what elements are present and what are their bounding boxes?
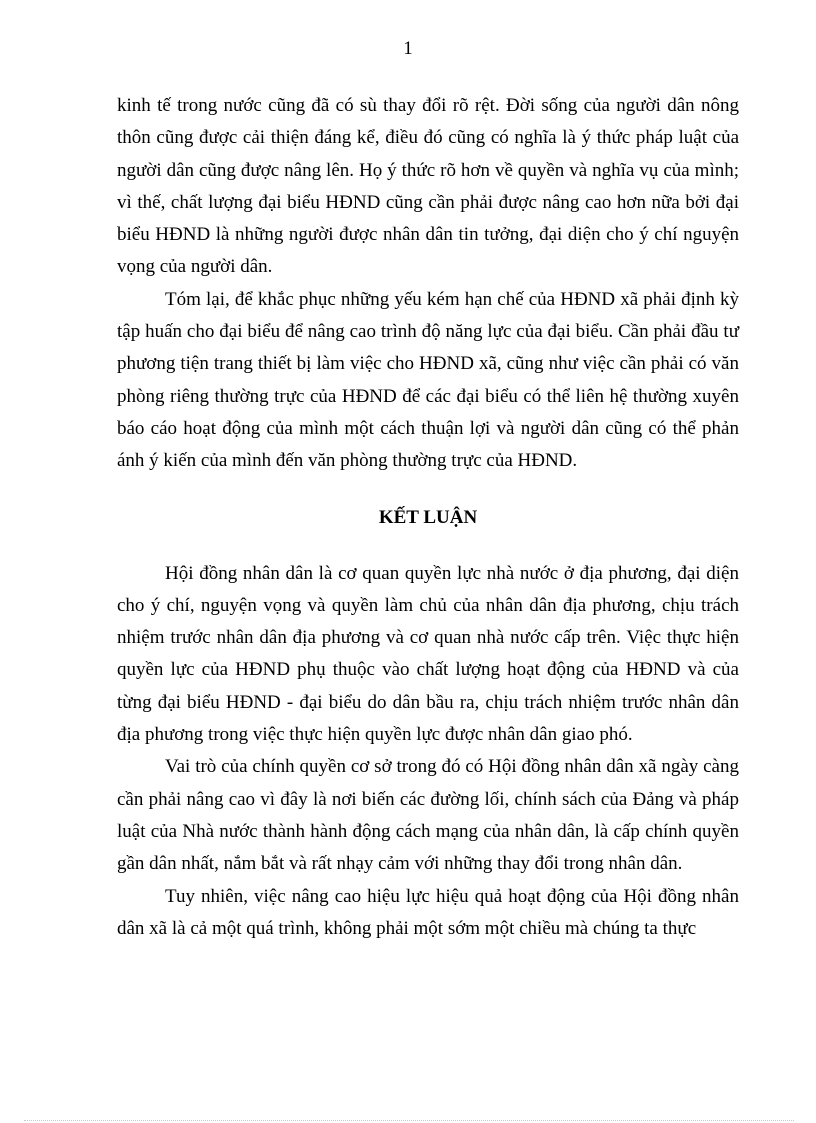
body-paragraph-continued: kinh tế trong nước cũng đã có sù thay đổi rõ rệt. Đời sống của người dân nông thôn cũng được cải thiện đáng kể, điều đó cũng có nghĩa là ý thức pháp luật của người dân cũng được nâng lên. Họ ý thức rõ hơn về quyền và nghĩa vụ của mình; vì thế, chất lượng đại biểu HĐND cũng cần phải được nâng cao hơn nữa bởi đại biểu HĐND là những người được nhân dân tin tưởng, đại diện cho ý chí nguyện vọng của người dân. [117, 95, 739, 278]
conclusion-paragraph-3: Tuy nhiên, việc nâng cao hiệu lực hiệu quả hoạt động của Hội đồng nhân dân xã là cả một quá trình, không phải một sớm một chiều mà chúng ta thực [117, 885, 739, 939]
conclusion-paragraph-1: Hội đồng nhân dân là cơ quan quyền lực nhà nước ở địa phương, đại diện cho ý chí, nguyện vọng và quyền làm chủ của nhân dân địa phương, chịu trách nhiệm trước nhân dân địa phương và cơ quan nhà nước cấp trên. Việc thực hiện quyền lực của HĐND phụ thuộc vào chất lượng hoạt động của HĐND và của từng đại biểu HĐND - đại biểu do dân bầu ra, chịu trách nhiệm trước nhân dân địa phương trong việc thực hiện quyền lực được nhân dân giao phó. [117, 562, 739, 746]
document-body [117, 90, 739, 945]
page-number: 1 [403, 38, 413, 59]
body-paragraph-summary: Tóm lại, để khắc phục những yếu kém hạn chế của HĐND xã phải định kỳ tập huấn cho đại biểu để nâng cao trình độ năng lực của đại biểu. Cần phải đầu tư phương tiện trang thiết bị làm việc cho HĐND xã, cũng như việc cần phải có văn phòng riêng thường trực của HĐND để các đại biểu có thể liên hệ thường xuyên báo cáo hoạt động của mình một cách thuận lợi và người dân cũng có thể phản ánh ý kiến của mình đến văn phòng thường trực của HĐND. [117, 288, 739, 472]
section-heading-conclusion: KẾT LUẬN [378, 506, 478, 528]
page-bottom-divider [24, 1120, 794, 1121]
conclusion-paragraph-2: Vai trò của chính quyền cơ sở trong đó có Hội đồng nhân dân xã ngày càng cần phải nâng cao vì đây là nơi biến các đường lối, chính sách của Đảng và pháp luật của Nhà nước thành hành động cách mạng của nhân dân, là cấp chính quyền gần dân nhất, nắm bắt và rất nhạy cảm với những thay đổi trong nhân dân. [117, 756, 739, 875]
